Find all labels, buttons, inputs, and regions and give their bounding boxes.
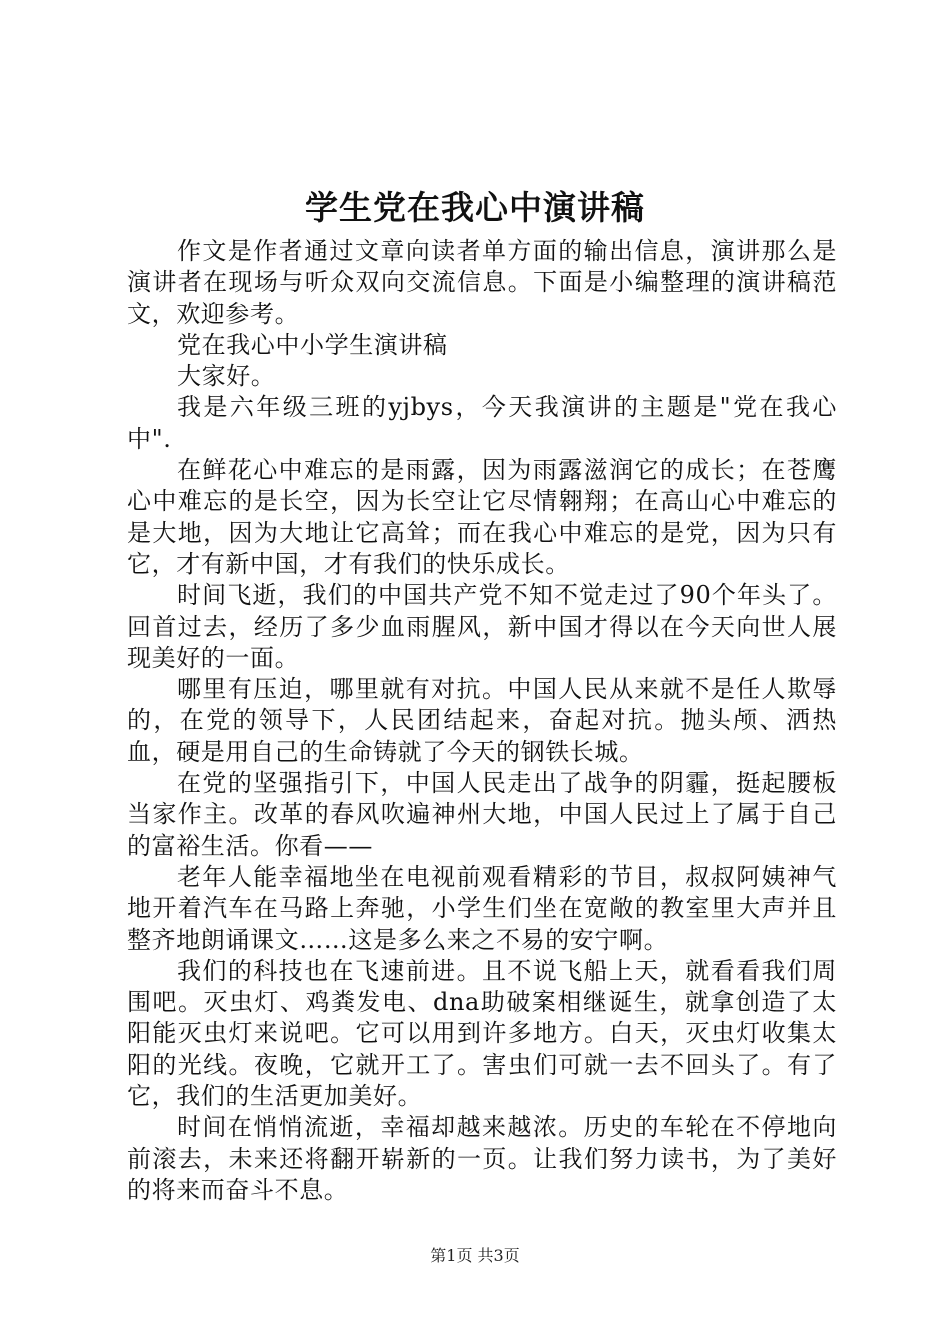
paragraph: 老年人能幸福地坐在电视前观看精彩的节目，叔叔阿姨神气地开着汽车在马路上奔驰，小学生们坐在宽敞的教室里大声并且整齐地朗诵课文……这是多么来之不易的安宁啊。 (127, 862, 837, 954)
paragraph: 时间飞逝，我们的中国共产党不知不觉走过了90个年头了。回首过去，经历了多少血雨腥风，新中国才得以在今天向世人展现美好的一面。 (127, 581, 837, 672)
paragraph: 时间在悄悄流逝，幸福却越来越浓。历史的车轮在不停地向前滚去，未来还将翻开崭新的一页。让我们努力读书，为了美好的将来而奋斗不息。 (127, 1113, 837, 1204)
paragraph: 我们的科技也在飞速前进。且不说飞船上天，就看看我们周围吧。灭虫灯、鸡粪发电、dna助破案相继诞生，就拿创造了太阳能灭虫灯来说吧。它可以用到许多地方。白天，灭虫灯收集太阳的光线。夜晚，它就开工了。害虫们可就一去不回头了。有了它，我们的生活更加美好。 (127, 956, 837, 1111)
paragraph: 哪里有压迫，哪里就有对抗。中国人民从来就不是任人欺辱的，在党的领导下，人民团结起来，奋起对抗。抛头颅、洒热血，硬是用自己的生命铸就了今天的钢铁长城。 (127, 675, 837, 766)
paragraph: 在党的坚强指引下，中国人民走出了战争的阴霾，挺起腰板当家作主。改革的春风吹遍神州大地，中国人民过上了属于自己的富裕生活。你看—— (127, 769, 837, 860)
paragraph: 作文是作者通过文章向读者单方面的输出信息，演讲那么是演讲者在现场与听众双向交流信息。下面是小编整理的演讲稿范文，欢迎参考。 (127, 237, 837, 328)
paragraph: 党在我心中小学生演讲稿 (177, 330, 448, 359)
paragraph: 在鲜花心中难忘的是雨露，因为雨露滋润它的成长；在苍鹰心中难忘的是长空，因为长空让它尽情翱翔；在高山心中难忘的是大地，因为大地让它高耸；而在我心中难忘的是党，因为只有它，才有新中国，才有我们的快乐成长。 (127, 456, 837, 578)
document-title: 学生党在我心中演讲稿 (305, 188, 645, 227)
page-number-footer: 第1页 共3页 (430, 1246, 520, 1265)
paragraph: 大家好。 (177, 362, 276, 391)
paragraph: 我是六年级三班的yjbys，今天我演讲的主题是"党在我心中". (127, 393, 837, 453)
document-body (127, 236, 837, 1206)
